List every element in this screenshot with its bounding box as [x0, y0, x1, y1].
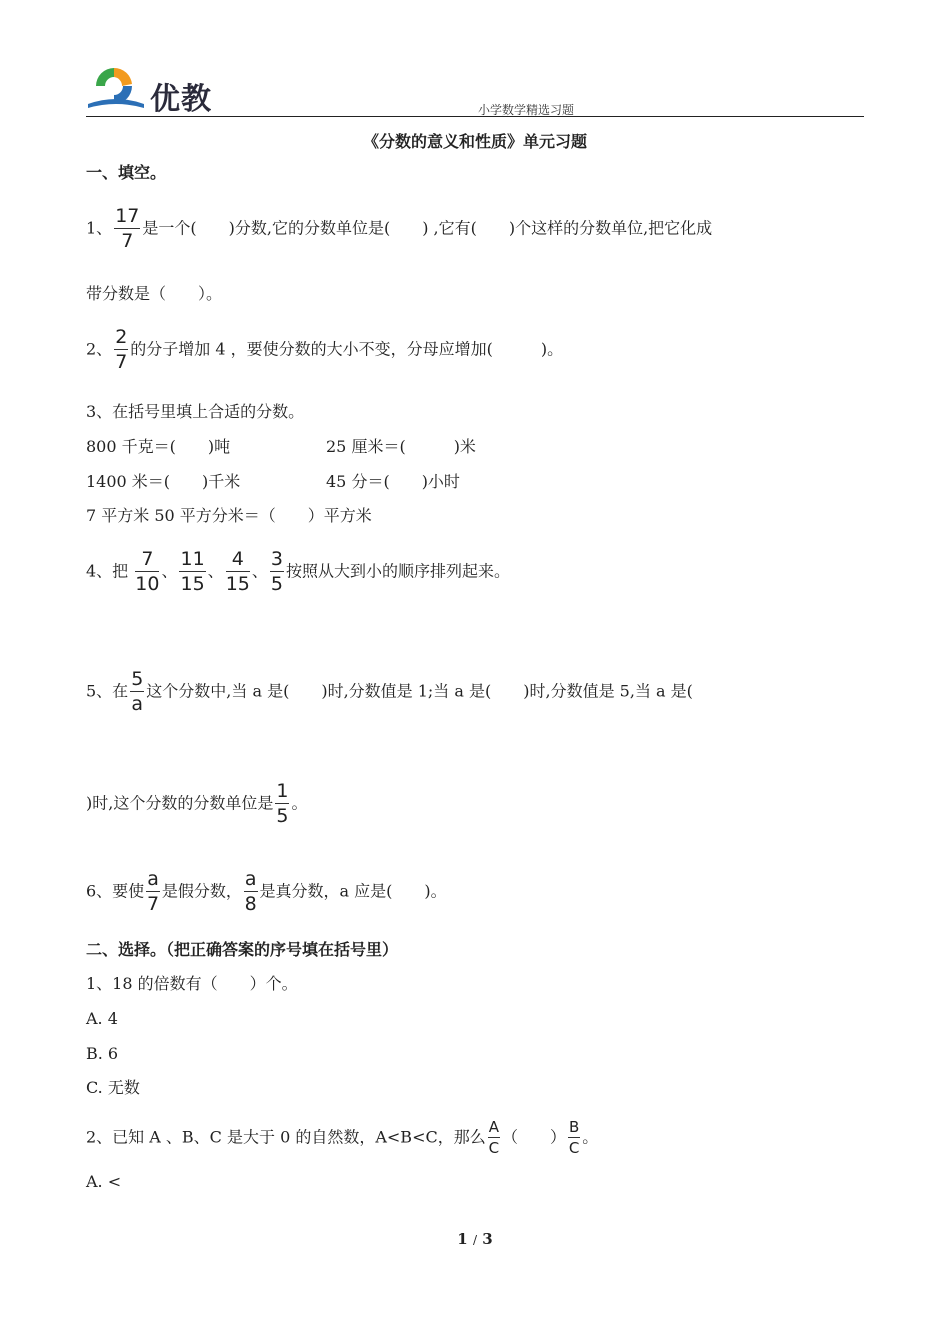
fraction-denominator: 10 — [135, 573, 160, 595]
fraction-numerator: a — [147, 868, 159, 890]
fraction-denominator: C — [568, 1139, 580, 1157]
fraction — [244, 870, 258, 914]
option-c: C. 无数 — [86, 1078, 140, 1097]
section2-heading: 二、选择。（把正确答案的序号填在括号里） — [86, 940, 399, 959]
page-separator: / — [472, 1233, 478, 1247]
fraction-numerator: 11 — [180, 548, 205, 570]
fraction — [270, 550, 284, 594]
q2-2-end: 。 — [582, 1127, 599, 1147]
fraction-denominator: a — [131, 693, 144, 715]
page-number — [0, 1230, 950, 1248]
fraction — [114, 328, 128, 372]
question-1-3-intro: 3、在括号里填上合适的分数。 — [86, 402, 305, 421]
q3-row2-right: 45 分＝( )小时 — [326, 472, 460, 491]
q5-text: 这个分数中,当 a 是( )时,分数值是 1;当 a 是( )时,分数值是 5,当 a 是( — [146, 681, 693, 701]
q3-row1-left: 800 千克＝( )吨 — [86, 437, 231, 456]
fraction — [130, 670, 144, 714]
fraction-denominator: 5 — [270, 573, 283, 595]
fraction-numerator: 17 — [115, 205, 140, 227]
fraction-numerator: A — [488, 1118, 499, 1136]
q2-2-text: 2、已知 A 、B、C 是大于 0 的自然数，A<B<C，那么 — [86, 1127, 486, 1147]
fraction-numerator: B — [569, 1118, 580, 1136]
total-pages: 3 — [482, 1230, 493, 1248]
fraction-numerator: 7 — [141, 548, 154, 570]
q5-line2-end: 。 — [291, 793, 308, 813]
option-b: B. 6 — [86, 1044, 119, 1063]
q3-row2-left: 1400 米＝( )千米 — [86, 472, 241, 491]
fraction-numerator: 5 — [131, 668, 144, 690]
option-a: A. 4 — [86, 1009, 118, 1028]
separator: 、 — [161, 561, 178, 581]
fraction — [135, 550, 159, 594]
question-1-1 — [86, 207, 712, 251]
fraction — [568, 1120, 580, 1156]
fraction — [488, 1120, 500, 1156]
separator: 、 — [251, 561, 268, 581]
q6-end: 是真分数，a 应是( )。 — [259, 881, 447, 901]
question-1-5 — [86, 670, 693, 714]
fraction-numerator: 1 — [276, 780, 289, 802]
section1-heading: 一、填空。 — [86, 163, 167, 182]
q4-suffix: 按照从大到小的顺序排列起来。 — [285, 561, 510, 581]
q1-prefix: 1、 — [86, 218, 113, 238]
q5-prefix: 5、在 — [86, 681, 129, 701]
q5-line2-text: )时,这个分数的分数单位是 — [86, 793, 274, 813]
header-divider — [86, 116, 864, 117]
fraction-numerator: 2 — [115, 326, 128, 348]
q2-text: 的分子增加 4 ，要使分数的大小不变，分母应增加( )。 — [130, 339, 564, 359]
fraction-denominator: 7 — [115, 351, 128, 373]
fraction-denominator: 7 — [114, 228, 140, 251]
fraction-numerator: 4 — [231, 548, 244, 570]
fraction-denominator: 15 — [225, 573, 250, 595]
fraction — [179, 550, 205, 594]
question-1-1-line2: 带分数是（ ）。 — [86, 284, 223, 303]
question-1-4 — [86, 550, 510, 594]
current-page: 1 — [457, 1230, 468, 1248]
q6-prefix: 6、要使 — [86, 881, 145, 901]
fraction-denominator: 7 — [146, 893, 160, 915]
fraction-numerator: 3 — [270, 548, 283, 570]
fraction-denominator: C — [488, 1139, 500, 1157]
fraction-numerator: a — [244, 868, 257, 890]
question-1-2 — [86, 328, 563, 372]
q6-mid: 是假分数， — [161, 881, 242, 901]
separator: 、 — [207, 561, 224, 581]
question-2-1: 1、18 的倍数有（ ）个。 — [86, 974, 298, 993]
q1-text: 是一个( )分数,它的分数单位是( ) ,它有( )个这样的分数单位,把它化成 — [142, 218, 713, 238]
question-1-6 — [86, 870, 447, 914]
q2-2-mid: （ ） — [501, 1127, 566, 1147]
q3-row3: 7 平方米 50 平方分米＝（ ）平方米 — [86, 506, 372, 525]
question-1-5-line2 — [86, 782, 307, 826]
fraction — [146, 870, 160, 914]
fraction-denominator: 8 — [244, 893, 257, 915]
q2-2-option-a: A. < — [86, 1172, 122, 1191]
page-title: 《分数的意义和性质》单元习题 — [362, 132, 587, 151]
fraction — [226, 550, 250, 594]
fraction-denominator: 5 — [276, 805, 289, 827]
header-caption: 小学数学精选习题 — [478, 103, 575, 117]
logo-text: 优教 — [150, 82, 212, 117]
fraction — [275, 782, 289, 826]
question-2-2 — [86, 1120, 598, 1156]
fraction — [114, 207, 140, 251]
fraction-denominator: 15 — [180, 573, 205, 595]
q3-row1-right: 25 厘米＝( )米 — [326, 437, 476, 456]
q4-prefix: 4、把 — [86, 561, 129, 581]
q2-prefix: 2、 — [86, 339, 113, 359]
